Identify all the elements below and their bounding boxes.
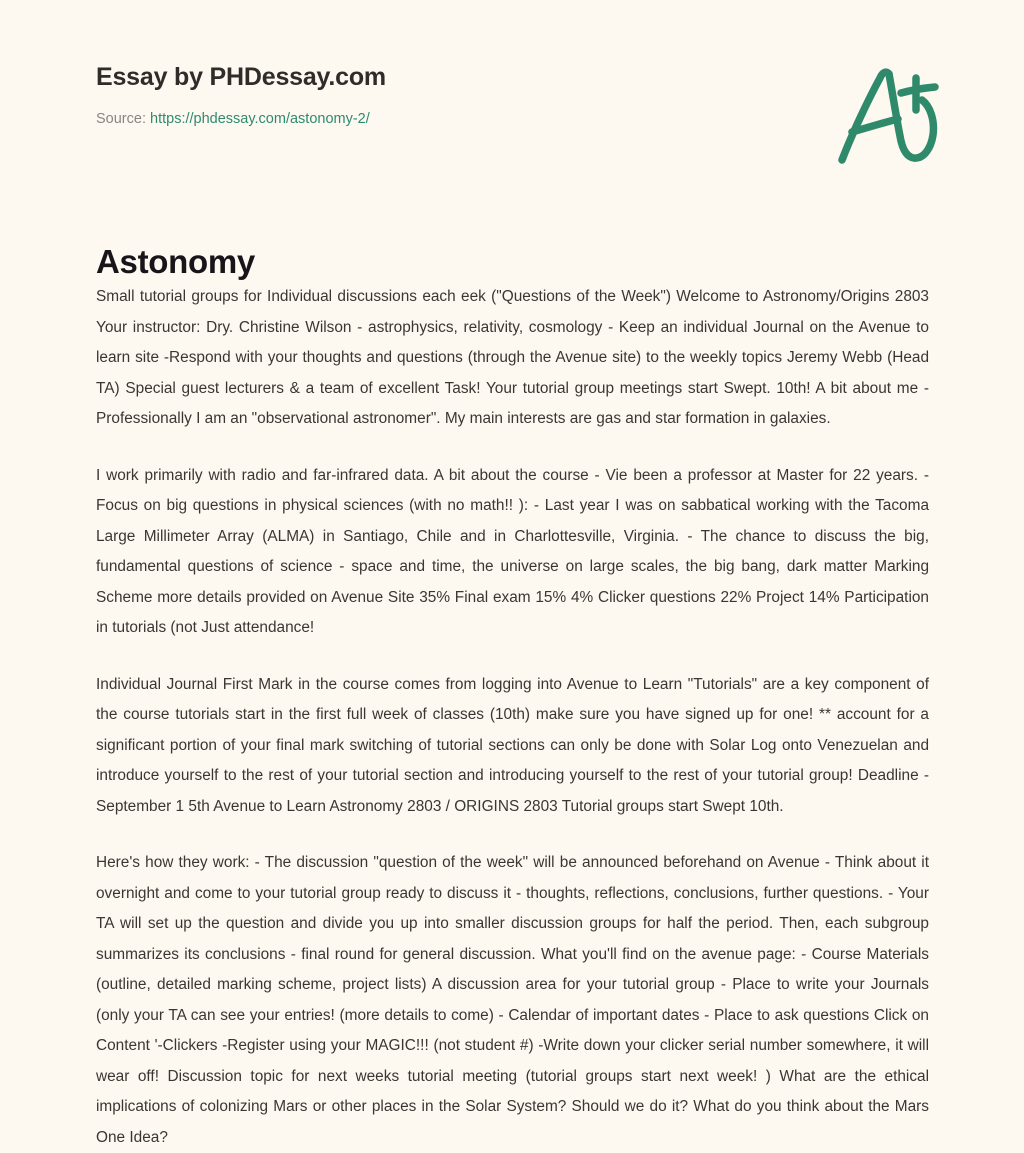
page-title: Astonomy xyxy=(96,243,255,281)
page-header xyxy=(96,62,928,172)
brand-title: Essay by PHDessay.com xyxy=(96,63,386,91)
source-line xyxy=(96,109,928,129)
source-url-link[interactable]: https://phdessay.com/astonomy-2/ xyxy=(150,111,370,127)
aplus-logo xyxy=(830,60,950,170)
essay-paragraph: Individual Journal First Mark in the course comes from logging into Avenue to Learn "Tutorials" are a key component of the course tutorials start in the first full week of classes (10th) make sure you have signed up for one! ** account for a significant portion of your final mark switching of tutorial sections can only be done with Solar Log onto Venezuelan and introduce yourself to the rest of your tutorial section and introducing yourself to the rest of your tutorial group! Deadline - September 1 5th Avenue to Learn Astronomy 2803 / ORIGINS 2803 Tutorial groups start Swept 10th. xyxy=(96,675,929,815)
essay-body xyxy=(96,282,929,1153)
essay-paragraph: Here's how they work: - The discussion "question of the week" will be announced beforehand on Avenue - Think about it overnight and come to your tutorial group ready to discuss it - thoughts, reflections, conclusions, further questions. - Your TA will set up the question and divide you up into smaller discussion groups for half the period. Then, each subgroup summarizes its conclusions - final round for general discussion. What you'll find on the avenue page: - Course Materials (outline, detailed marking scheme, project lists) A discussion area for your tutorial group - Place to write your Journals (only your TA can see your entries! (more details to come) - Calendar of important dates - Place to ask questions Click on Content '-Clickers -Register using your MAGIC!!! (not student #) -Write down your clicker serial number somewhere, it will wear off! Discussion topic for next weeks tutorial meeting (tutorial groups start next week! ) What are the ethical implications of colonizing Mars or other places in the Solar System? Should we do it? What do you think about the Mars One Idea? xyxy=(96,854,929,1146)
essay-paragraph: I work primarily with radio and far-infrared data. A bit about the course - Vie been a professor at Master for 22 years. - Focus on big questions in physical sciences (with no math!! ): - Last year I was on sabbatical working with the Tacoma Large Millimeter Array (ALMA) in Santiago, Chile and in Charlottesville, Virginia. - The chance to discuss the big, fundamental questions of science - space and time, the universe on large scales, the big bang, dark matter Marking Scheme more details provided on Avenue Site 35% Final exam 15% 4% Clicker questions 22% Project 14% Participation in tutorials (not Just attendance! xyxy=(96,466,929,636)
essay-paragraph: Small tutorial groups for Individual discussions each eek ("Questions of the Week") Welcome to Astronomy/Origins 2803 Your instructor: Dry. Christine Wilson - astrophysics, relativity, cosmology - Keep an individual Journal on the Avenue to learn site -Respond with your thoughts and questions (through the Avenue site) to the weekly topics Jeremy Webb (Head TA) Special guest lecturers & a team of excellent Task! Your tutorial group meetings start Swept. 10th! A bit about me - Professionally I am an "observational astronomer". My main interests are gas and star formation in galaxies. xyxy=(96,288,929,427)
aplus-logo-icon xyxy=(830,60,950,170)
source-label: Source: xyxy=(96,111,146,127)
